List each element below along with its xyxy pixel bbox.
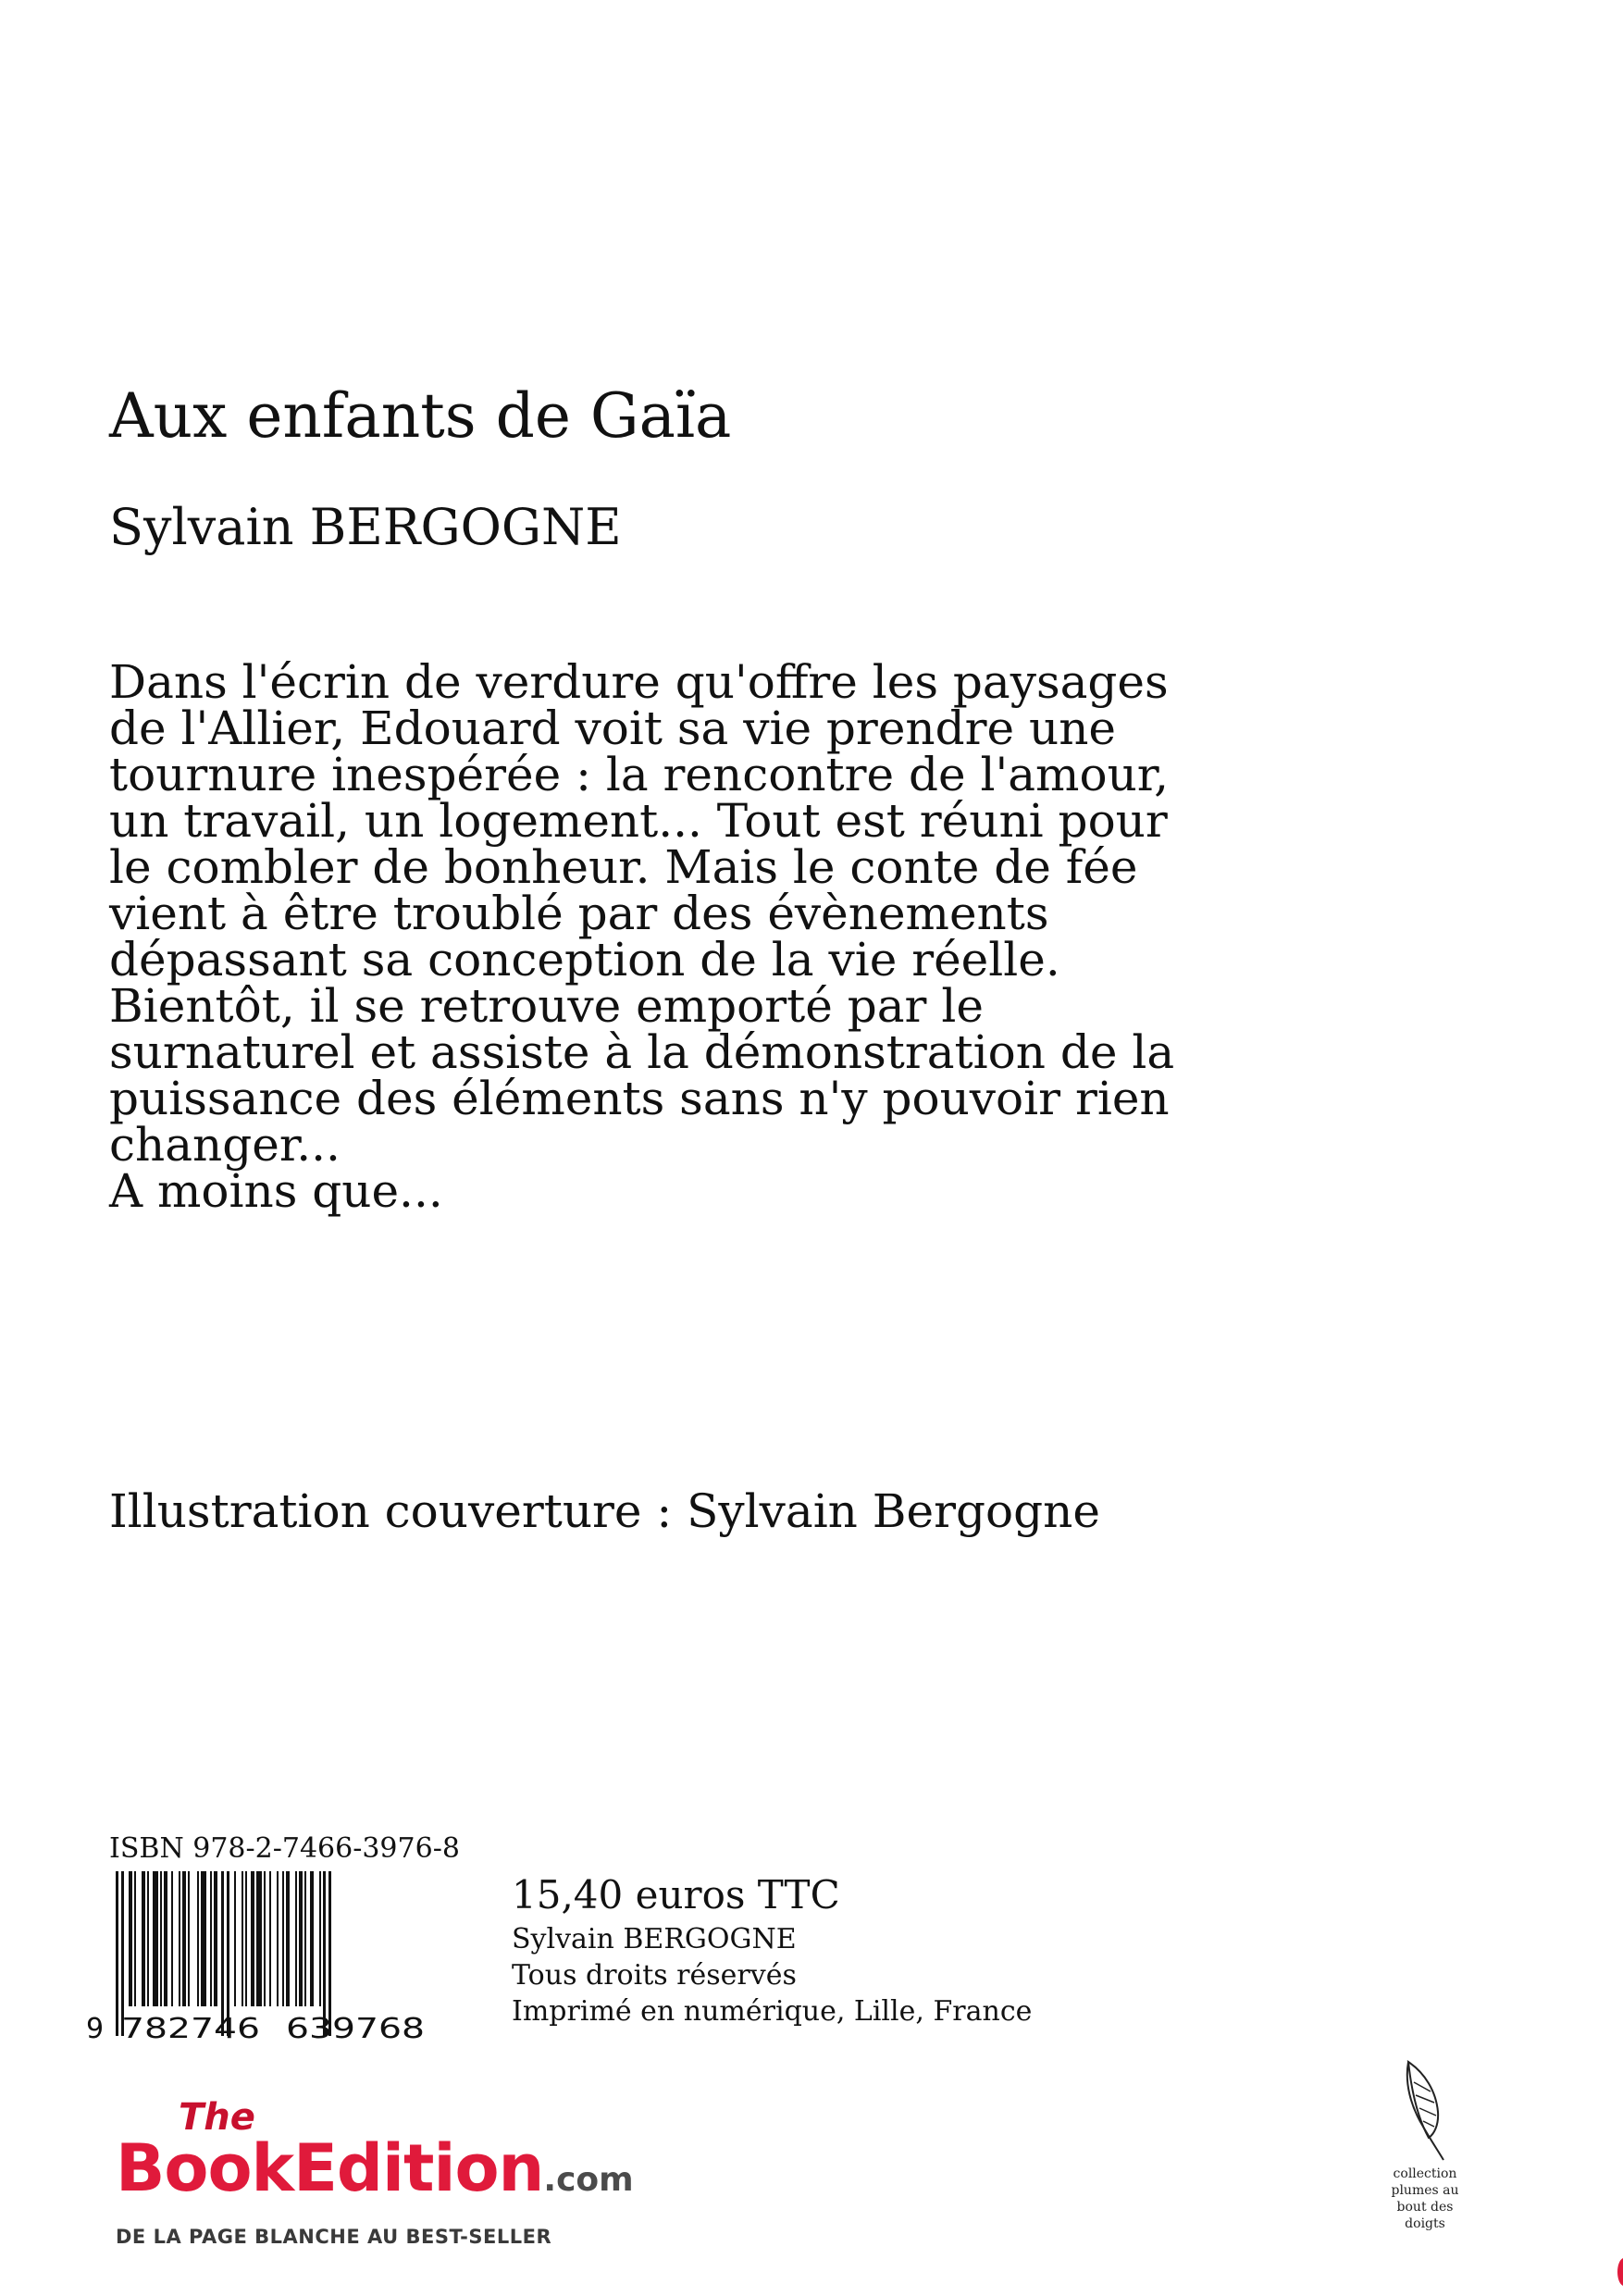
barcode-bar <box>171 1871 173 2006</box>
barcode-bar <box>129 1871 132 2006</box>
barcode-bar <box>153 1871 158 2006</box>
book-author: Sylvain BERGOGNE <box>109 498 622 556</box>
collection-line: bout des <box>1396 2200 1454 2215</box>
barcode-bar <box>197 1871 199 2006</box>
barcode-bar <box>277 1871 279 2006</box>
barcode-bar <box>242 1871 243 2006</box>
edge-mark <box>1614 2258 1623 2286</box>
barcode-bar <box>234 1871 236 2006</box>
barcode-bar <box>299 1871 303 2006</box>
publisher-logo <box>116 2096 652 2248</box>
barcode-left-digits: 782746 <box>121 2013 260 2045</box>
imprint-printed: Imprimé en numérique, Lille, France <box>512 1995 1033 2028</box>
barcode-guard-bar <box>116 1871 118 2036</box>
barcode-bar <box>304 1871 306 2006</box>
barcode-bar <box>295 1871 297 2006</box>
imprint-author: Sylvain BERGOGNE <box>512 1923 797 1955</box>
blurb-line: changer... <box>109 1118 341 1172</box>
barcode-bar <box>245 1871 247 2006</box>
barcode-bar <box>134 1871 136 2006</box>
logo-wordmark <box>116 2130 652 2218</box>
imprint-rights: Tous droits réservés <box>512 1959 797 1992</box>
barcode-bar <box>147 1871 149 2006</box>
barcode-guard-bar <box>221 1871 224 2036</box>
barcode-bar <box>310 1871 314 2006</box>
blurb-line: un travail, un logement... Tout est réuni pour <box>109 794 1168 848</box>
book-blurb <box>109 655 1220 1218</box>
barcode-guard-bar <box>328 1871 331 2036</box>
barcode-bar <box>286 1871 290 2006</box>
barcode-bar <box>142 1871 145 2006</box>
barcode-bar <box>164 1871 167 2006</box>
collection-line: plumes au <box>1391 2183 1459 2198</box>
barcode-bar <box>210 1871 212 2006</box>
blurb-line: surnaturel et assiste à la démonstration de la <box>109 1025 1175 1079</box>
collection-line: doigts <box>1405 2216 1445 2231</box>
barcode-bar <box>256 1871 262 2006</box>
logo-the: The <box>179 2096 255 2139</box>
blurb-line: vient à être troublé par des évènements <box>109 887 1049 940</box>
barcode-bar <box>214 1871 217 2006</box>
barcode-bar <box>319 1871 321 2006</box>
barcode-bar <box>282 1871 284 2006</box>
blurb-line: le combler de bonheur. Mais le conte de fée <box>109 840 1138 894</box>
barcode-bar <box>251 1871 254 2006</box>
blurb-line: dépassant sa conception de la vie réelle. <box>109 933 1060 987</box>
barcode-right-digits: 639768 <box>286 2013 425 2045</box>
barcode-bar <box>179 1871 180 2006</box>
barcode-bar <box>269 1871 271 2006</box>
blurb-line: puissance des éléments sans n'y pouvoir rien <box>109 1072 1170 1125</box>
barcode-bar <box>201 1871 206 2006</box>
blurb-line: de l'Allier, Edouard voit sa vie prendre une <box>109 701 1117 755</box>
imprint-block <box>512 1869 1032 2029</box>
collection-line: collection <box>1393 2166 1457 2181</box>
collection-mark <box>1383 2054 1467 2232</box>
isbn-barcode <box>79 1869 458 2045</box>
blurb-line: Bientôt, il se retrouve emporté par le <box>109 979 984 1033</box>
logo-dotcom: .com <box>543 2161 634 2199</box>
barcode-guard-bar <box>227 1871 229 2036</box>
book-title: Aux enfants de Gaïa <box>109 380 732 452</box>
barcode-guard-bar <box>323 1871 326 2036</box>
barcode-first-digit: 9 <box>86 2013 105 2045</box>
illustration-credit: Illustration couverture : Sylvain Bergogne <box>109 1484 1100 1538</box>
quill-feather-icon <box>1397 2054 1453 2166</box>
barcode-bars <box>116 1871 331 2036</box>
logo-tagline: DE LA PAGE BLANCHE AU BEST-SELLER <box>116 2226 552 2248</box>
barcode-guard-bar <box>121 1871 124 2036</box>
logo-brand: BookEdition <box>116 2130 544 2206</box>
barcode-bar <box>188 1871 190 2006</box>
barcode-bar <box>182 1871 186 2006</box>
barcode-bar <box>264 1871 266 2006</box>
blurb-line: A moins que... <box>109 1164 443 1218</box>
isbn-label: ISBN 978-2-7466-3976-8 <box>109 1832 460 1865</box>
blurb-line: Dans l'écrin de verdure qu'offre les paysages <box>109 655 1169 709</box>
price: 15,40 euros TTC <box>512 1872 840 1917</box>
barcode-bar <box>160 1871 162 2006</box>
blurb-line: tournure inespérée : la rencontre de l'amour, <box>109 748 1170 801</box>
